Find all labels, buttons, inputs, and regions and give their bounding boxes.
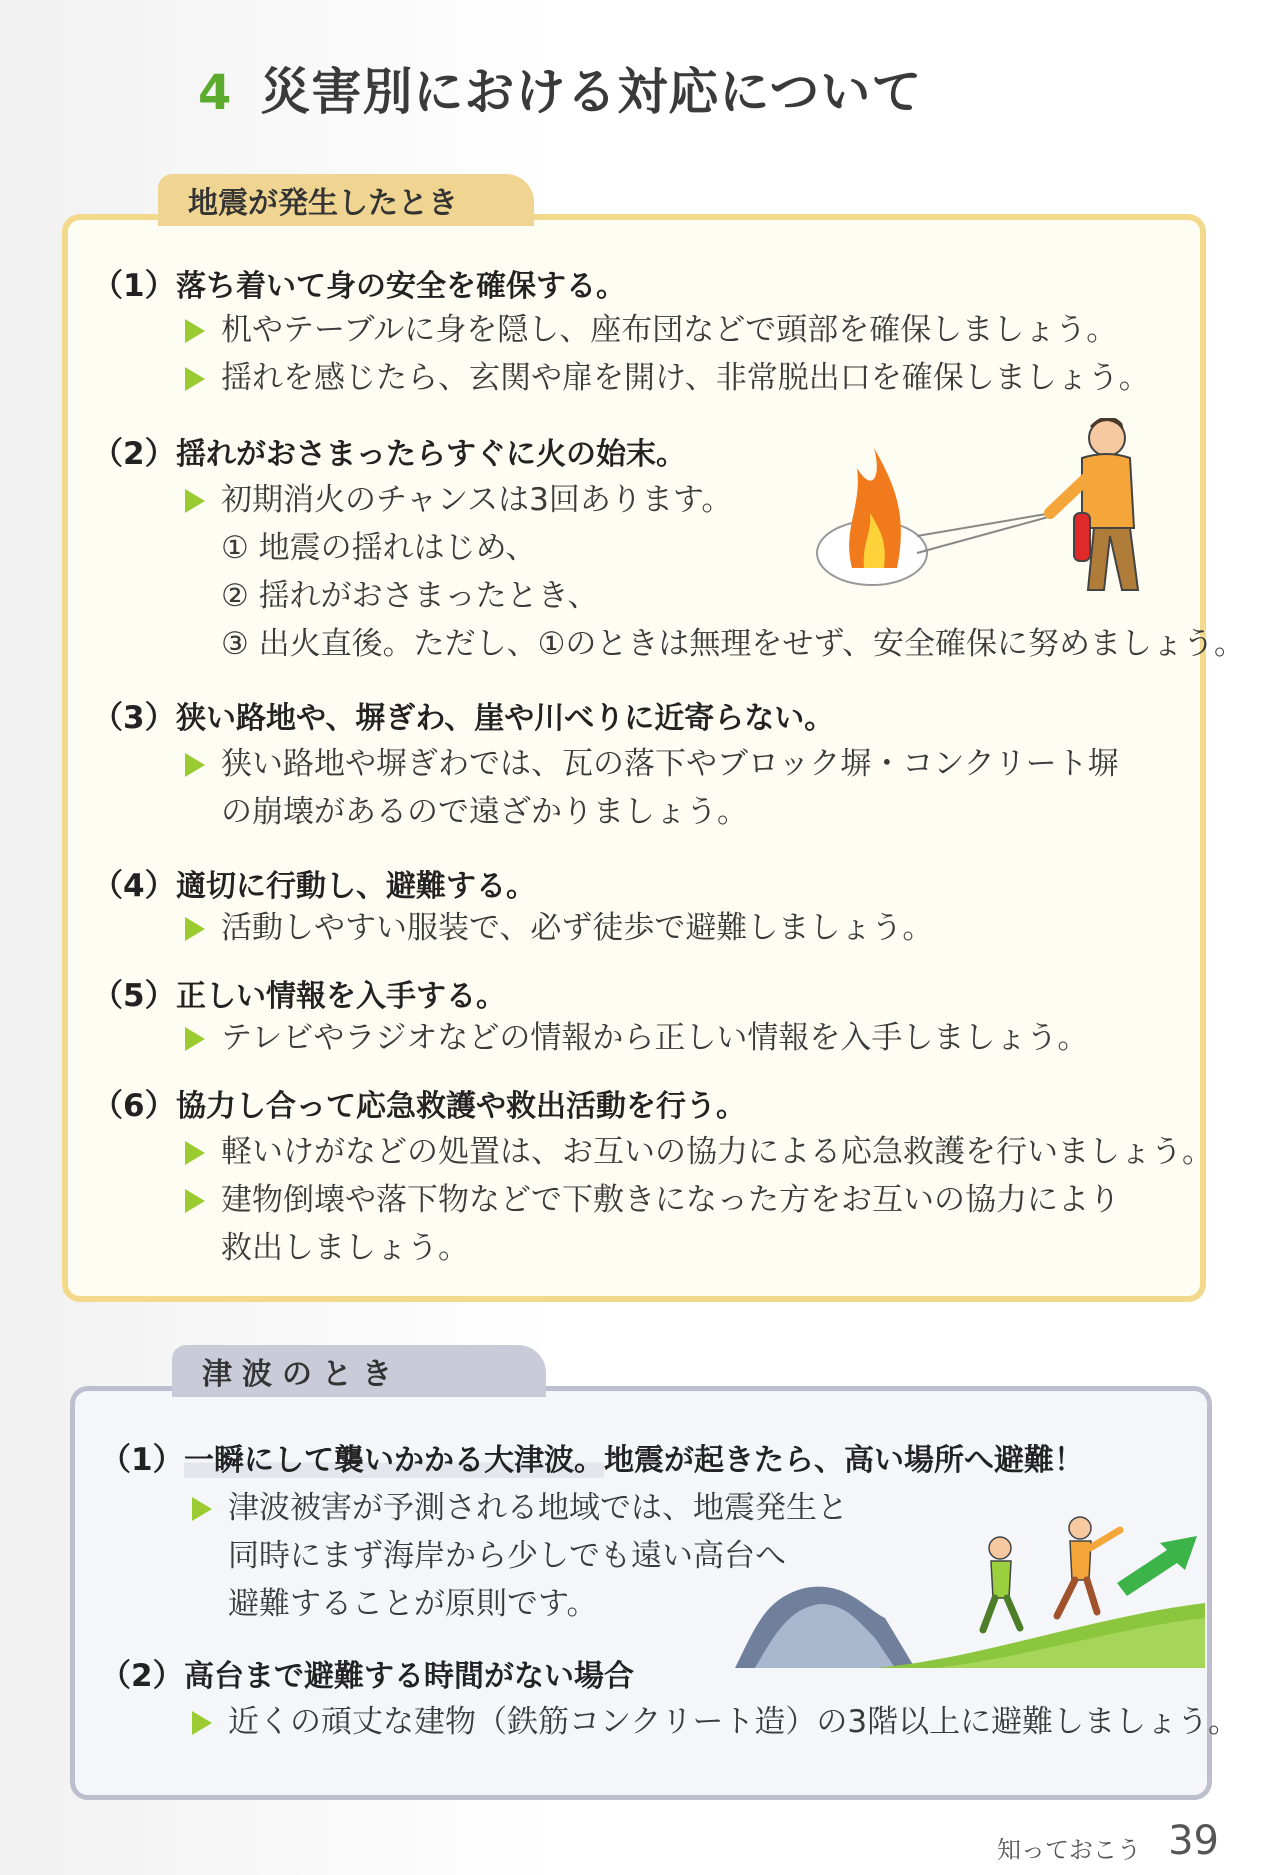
title-number: 4 <box>198 65 233 121</box>
eq-bullet-4-1: 活動しやすい服装で、必ず徒歩で避難しましょう。 <box>185 904 933 952</box>
bullet-triangle-icon <box>185 367 205 391</box>
eq-bullet-1-1: 机やテーブルに身を隠し、座布団などで頭部を確保しましょう。 <box>185 306 1117 354</box>
footer-label: 知っておこう <box>997 1836 1141 1864</box>
eq-cont-3: の崩壊があるので遠ざかりましょう。 <box>221 794 748 830</box>
bullet-triangle-icon <box>185 489 205 513</box>
ts-heading-rest: 地震が起きたら、高い場所へ避難！ <box>604 1443 1084 1478</box>
eq-bullet-3-1: 狭い路地や塀ぎわでは、瓦の落下やブロック塀・コンクリート塀 <box>185 740 1119 788</box>
eq-heading-2: （2）揺れがおさまったらすぐに火の始末。 <box>92 436 686 472</box>
ts-bullet-1-1: 津波被害が予測される地域では、地震発生と <box>192 1484 848 1532</box>
bullet-triangle-icon <box>185 1027 205 1051</box>
ts-bullet-2-1: 近くの頑丈な建物（鉄筋コンクリート造）の3階以上に避難しましょう。 <box>192 1698 1239 1746</box>
eq-sub-2-1: ① 地震の揺れはじめ、 <box>221 530 537 566</box>
eq-heading-4: （4）適切に行動し、避難する。 <box>92 868 536 904</box>
eq-bullet-1-2: 揺れを感じたら、玄関や扉を開け、非常脱出口を確保しましょう。 <box>185 354 1150 402</box>
bullet-triangle-icon <box>192 1711 212 1735</box>
eq-heading-1 <box>92 260 626 305</box>
bullet-triangle-icon <box>185 917 205 941</box>
bullet-triangle-icon <box>185 1189 205 1213</box>
page-title <box>198 52 922 124</box>
ts-heading-highlight: 一瞬にして襲いかかる大津波。 <box>184 1443 604 1478</box>
eq-heading-text-1: 落ち着いて身の安全を確保する。 <box>176 269 626 304</box>
bullet-triangle-icon <box>185 753 205 777</box>
eq-bullet-6-1: 軽いけがなどの処置は、お互いの協力による応急救護を行いましょう。 <box>185 1128 1213 1176</box>
fire-extinguisher-illustration <box>812 418 1172 603</box>
eq-heading-6: （6）協力し合って応急救護や救出活動を行う。 <box>92 1088 746 1124</box>
eq-sub-2-3: ③ 出火直後。ただし、①のときは無理をせず、安全確保に努めましょう。 <box>221 626 1245 662</box>
eq-heading-3: （3）狭い路地や、塀ぎわ、崖や川べりに近寄らない。 <box>92 700 835 736</box>
bullet-triangle-icon <box>185 1141 205 1165</box>
tsunami-evacuation-illustration <box>735 1508 1205 1668</box>
bullet-triangle-icon <box>192 1497 212 1521</box>
eq-heading-5: （5）正しい情報を入手する。 <box>92 978 506 1014</box>
tsunami-tab: 津波のとき <box>172 1345 546 1397</box>
ts-cont-1-1: 同時にまず海岸から少しでも遠い高台へ <box>228 1538 786 1574</box>
ts-heading-2: （2）高台まで避難する時間がない場合 <box>100 1658 634 1694</box>
title-text: 災害別における対応について <box>260 63 923 121</box>
page-number: 39 <box>1168 1818 1219 1864</box>
ts-cont-1-2: 避難することが原則です。 <box>228 1586 598 1622</box>
earthquake-tab: 地震が発生したとき <box>158 174 534 226</box>
eq-bullet-6-2: 建物倒壊や落下物などで下敷きになった方をお互いの協力により <box>185 1176 1120 1224</box>
eq-cont-6: 救出しましょう。 <box>221 1230 469 1266</box>
eq-bullet-2-1: 初期消火のチャンスは3回あります。 <box>185 476 732 524</box>
eq-bullet-5-1: テレビやラジオなどの情報から正しい情報を入手しましょう。 <box>185 1014 1088 1062</box>
eq-num-1: （1） <box>92 268 176 304</box>
bullet-triangle-icon <box>185 319 205 343</box>
eq-sub-2-2: ② 揺れがおさまったとき、 <box>221 578 599 614</box>
ts-heading-1: （1）一瞬にして襲いかかる大津波。地震が起きたら、高い場所へ避難！ <box>100 1442 1084 1478</box>
